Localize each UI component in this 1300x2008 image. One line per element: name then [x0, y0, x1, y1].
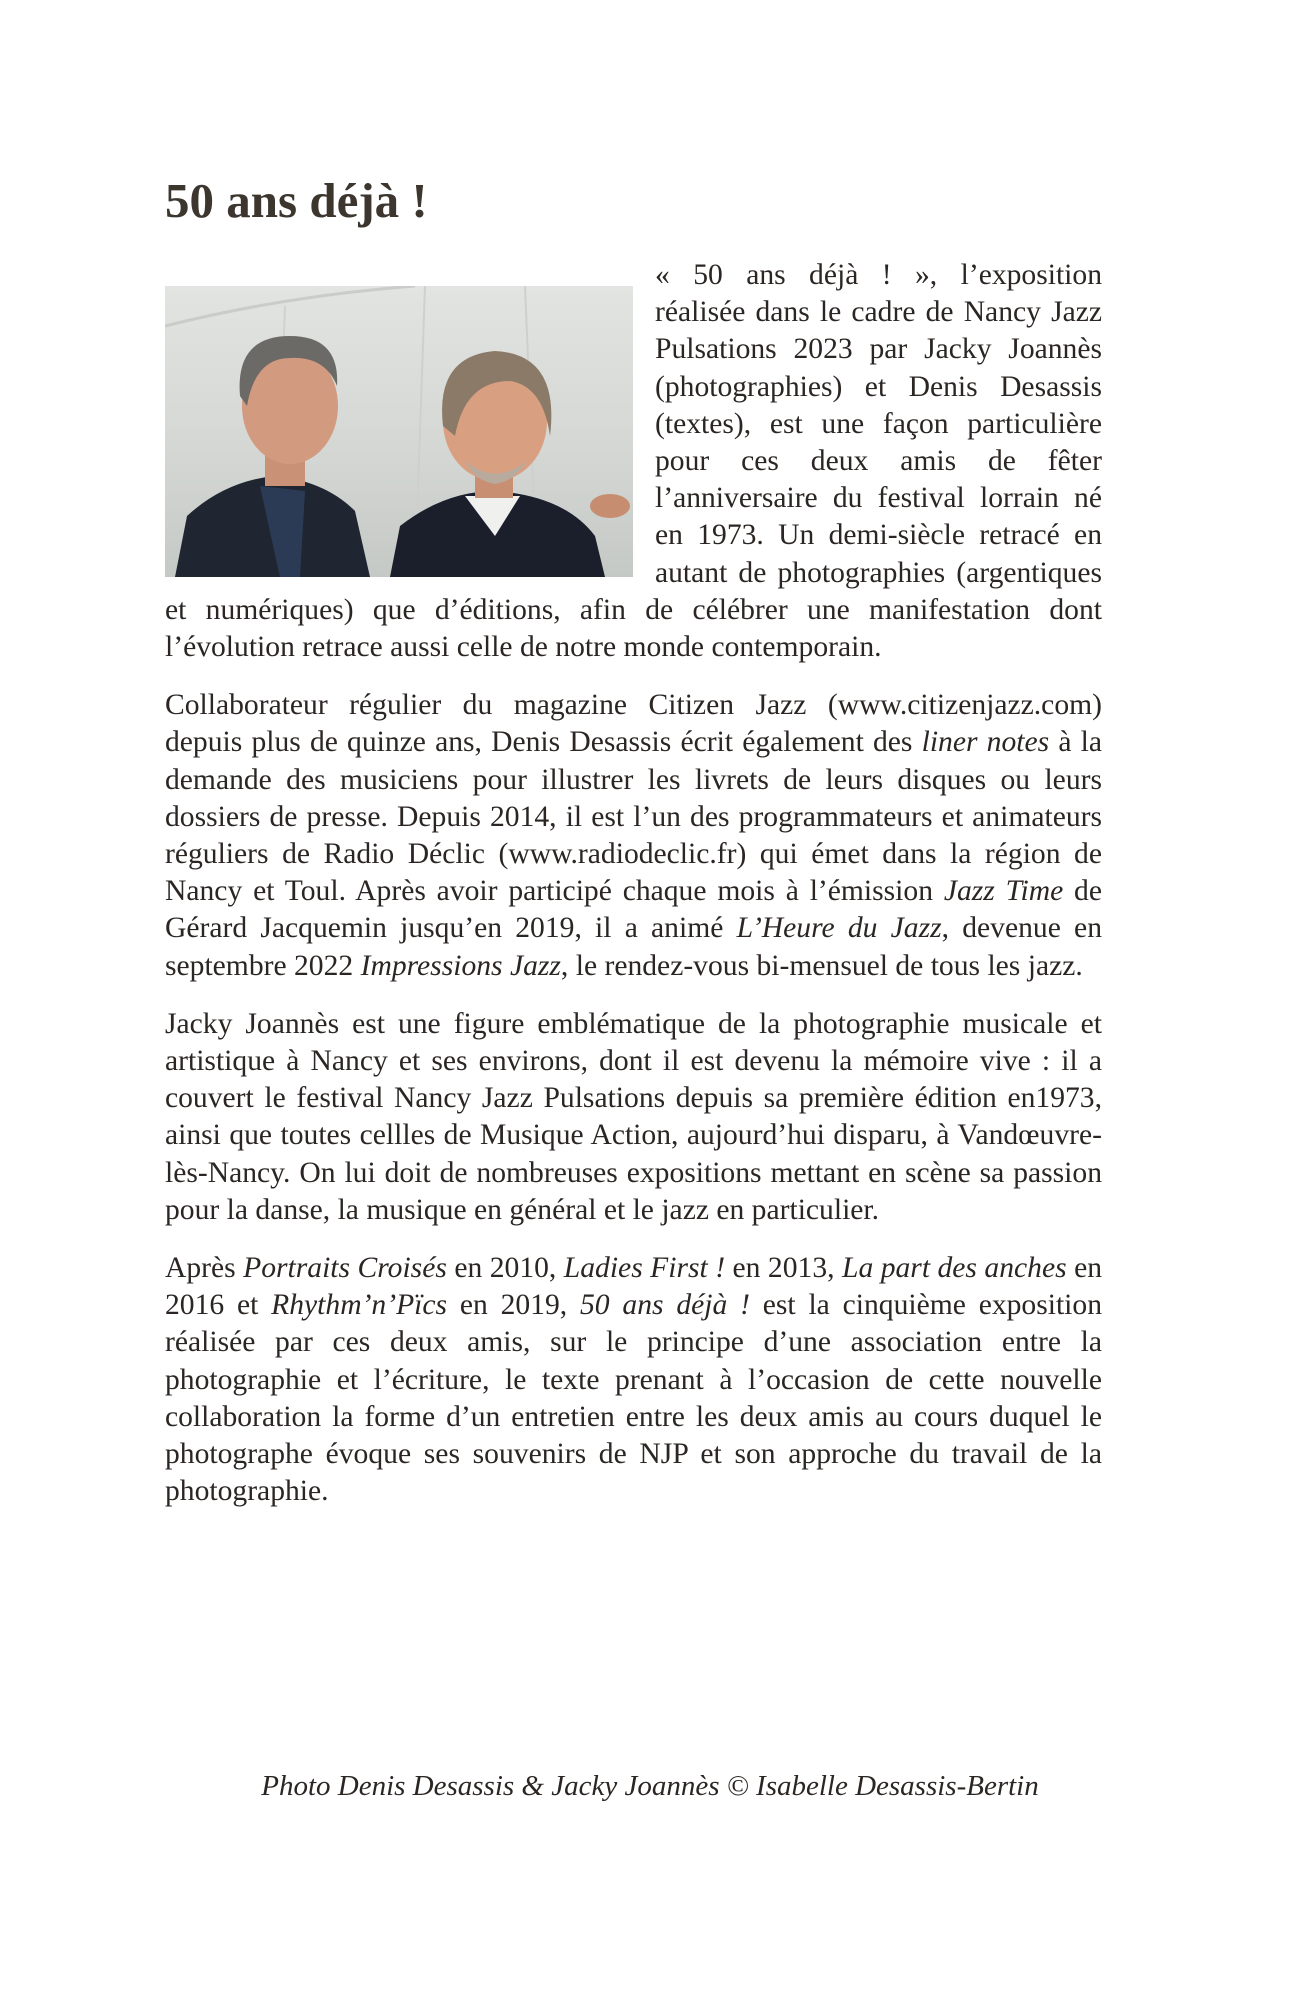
italic-title: Portraits Croisés — [243, 1252, 447, 1285]
italic-title: Impressions Jazz — [360, 949, 561, 982]
article-body — [165, 257, 1102, 1532]
italic-title: La part des anches — [841, 1252, 1067, 1285]
text-run: en 2019, — [447, 1289, 580, 1322]
text-run: de Gérard Jacquemin jusqu’en 2019, il a animé — [165, 875, 1102, 945]
text-run: en 2010, — [446, 1252, 564, 1285]
italic-title: liner notes — [921, 726, 1050, 759]
text-run: à la demande des musiciens pour illustrer les livrets de leurs disques ou leurs dossiers de presse. Depuis 2014, il est l’un des programmateurs et animateurs réguliers de Radio Déclic (www.radiodeclic.fr) qui émet dans la région de Nancy et Toul. Après avoir participé chaque mois à l’émission — [165, 726, 1102, 908]
italic-title: Rhythm’n’Pïcs — [271, 1289, 448, 1322]
text-run: Collaborateur régulier du magazine Citizen Jazz (www.citizenjazz.com) depuis plus de quinze ans, Denis Desassis écrit également des — [165, 689, 1102, 759]
paragraph-exhibitions — [165, 1250, 1102, 1510]
page-title: 50 ans déjà ! — [165, 173, 428, 228]
italic-title: Jazz Time — [943, 875, 1064, 908]
italic-title: L’Heure du Jazz — [736, 912, 942, 945]
text-run: Jacky Joannès est une figure emblématique de la photographie musicale et artistique à Nancy et ses environs, dont il est devenu la mémoire vive : il a couvert le festival Nancy Jazz Pulsations depuis sa première édition en1973, ainsi que toutes cellles de Musique Action, aujourd’hui disparu, à Vandœuvre-lès-Nancy. On lui doit de nombreuses expositions mettant en scène sa passion pour la danse, la musique en général et le jazz en particulier. — [165, 1007, 1102, 1226]
photo-caption: Photo Denis Desassis & Jacky Joannès © Isabelle Desassis-Bertin — [261, 1770, 1039, 1802]
portrait-photo — [165, 286, 633, 577]
paragraph-jacky — [165, 1006, 1102, 1229]
text-run: est la cinquième exposition réalisée par ces deux amis, sur le principe d’une association entre la photographie et l’écriture, le texte prenant à l’occasion de cette nouvelle collaboration la forme d’un entretien entre les deux amis au cours duquel le photographe évoque ses souvenirs de NJP et son approche du travail de la photographie. — [165, 1289, 1102, 1508]
text-run: , le rendez-vous bi-mensuel de tous les jazz. — [560, 949, 1083, 982]
italic-title: Ladies First ! — [563, 1252, 726, 1285]
text-run: en 2013, — [725, 1252, 842, 1285]
text-run: , devenue en septembre 2022 — [165, 912, 1102, 982]
text-run: Après — [165, 1252, 244, 1285]
italic-title: 50 ans déjà ! — [580, 1289, 750, 1322]
text-run: en 2016 et — [165, 1252, 1103, 1322]
text-run: « 50 ans déjà ! », l’exposition réalisée dans le cadre de Nancy Jazz Pulsations 2023 par Jacky Joannès (photographies) et Denis Desassis (textes), est une façon particulière pour ces deux amis de fêter l’anniversaire du festival lorrain né en 1973. Un demi-siècle retracé en autant de photographies (argentiques et numériques) que d’éditions, afin de célébrer une manifestation dont l’évolution retrace aussi celle de notre monde contemporain. — [165, 259, 1102, 664]
portrait-photo-illustration — [165, 286, 633, 577]
paragraph-denis — [165, 687, 1102, 985]
